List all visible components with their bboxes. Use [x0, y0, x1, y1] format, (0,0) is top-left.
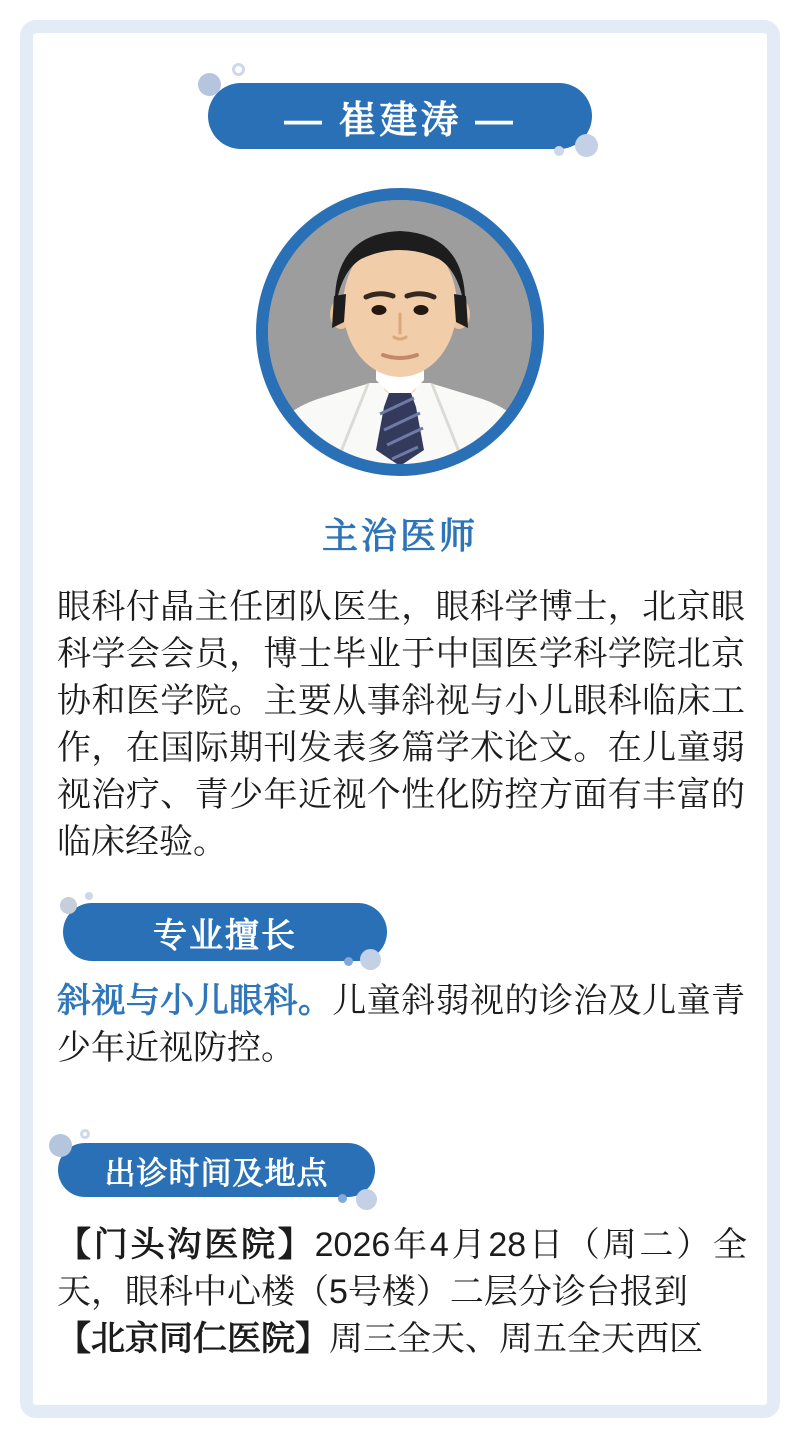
schedule-heading-label: 出诊时间及地点 — [104, 1155, 329, 1191]
bubble-decoration — [338, 1194, 347, 1203]
bubble-decoration — [198, 73, 221, 96]
schedule-section-heading — [58, 1143, 375, 1197]
specialty-description — [57, 978, 745, 1072]
bubble-decoration — [344, 957, 353, 966]
doctor-bio: 眼科付晶主任团队医生，眼科学博士，北京眼科学会会员，博士毕业于中国医学科学院北京协和医学院。主要从事斜视与小儿眼科临床工作，在国际期刊发表多篇学术论文。在儿童弱视治疗、青少年近视个性化防控方面有丰富的临床经验。 — [57, 588, 745, 861]
doctor-professional-title: 主治医师 — [321, 515, 478, 556]
hospital-name: 【北京同仁医院】 — [57, 1320, 329, 1358]
bubble-decoration — [60, 897, 77, 914]
doctor-name-banner — [208, 83, 592, 149]
bubble-decoration — [356, 1189, 377, 1210]
schedule-item — [57, 1316, 747, 1363]
schedule-item — [57, 1222, 747, 1316]
bubble-decoration — [554, 146, 564, 156]
doctor-portrait-illustration — [268, 200, 532, 464]
bubble-decoration — [80, 1129, 90, 1139]
specialty-body: 儿童斜弱视的诊治及儿童青少年近视防控。 — [57, 982, 746, 1067]
schedule-details — [57, 1222, 747, 1363]
bubble-decoration — [360, 949, 381, 970]
hospital-name: 【门头沟医院】 — [57, 1226, 315, 1264]
specialty-lead: 斜视与小儿眼科。 — [57, 982, 333, 1020]
doctor-name: — 崔建涛 — — [283, 99, 517, 142]
bubble-decoration — [49, 1134, 72, 1157]
specialty-heading-label: 专业擅长 — [153, 916, 297, 955]
specialty-section-heading — [63, 903, 387, 961]
schedule-item-details: 2026年4月28日（周二）全天，眼科中心楼（5号楼）二层分诊台报到 — [57, 1226, 748, 1311]
doctor-photo — [256, 188, 544, 476]
bubble-decoration — [232, 63, 245, 76]
schedule-item-details: 周三全天、周五全天西区 — [329, 1320, 703, 1358]
bubble-decoration — [85, 892, 93, 900]
bubble-decoration — [575, 134, 598, 157]
